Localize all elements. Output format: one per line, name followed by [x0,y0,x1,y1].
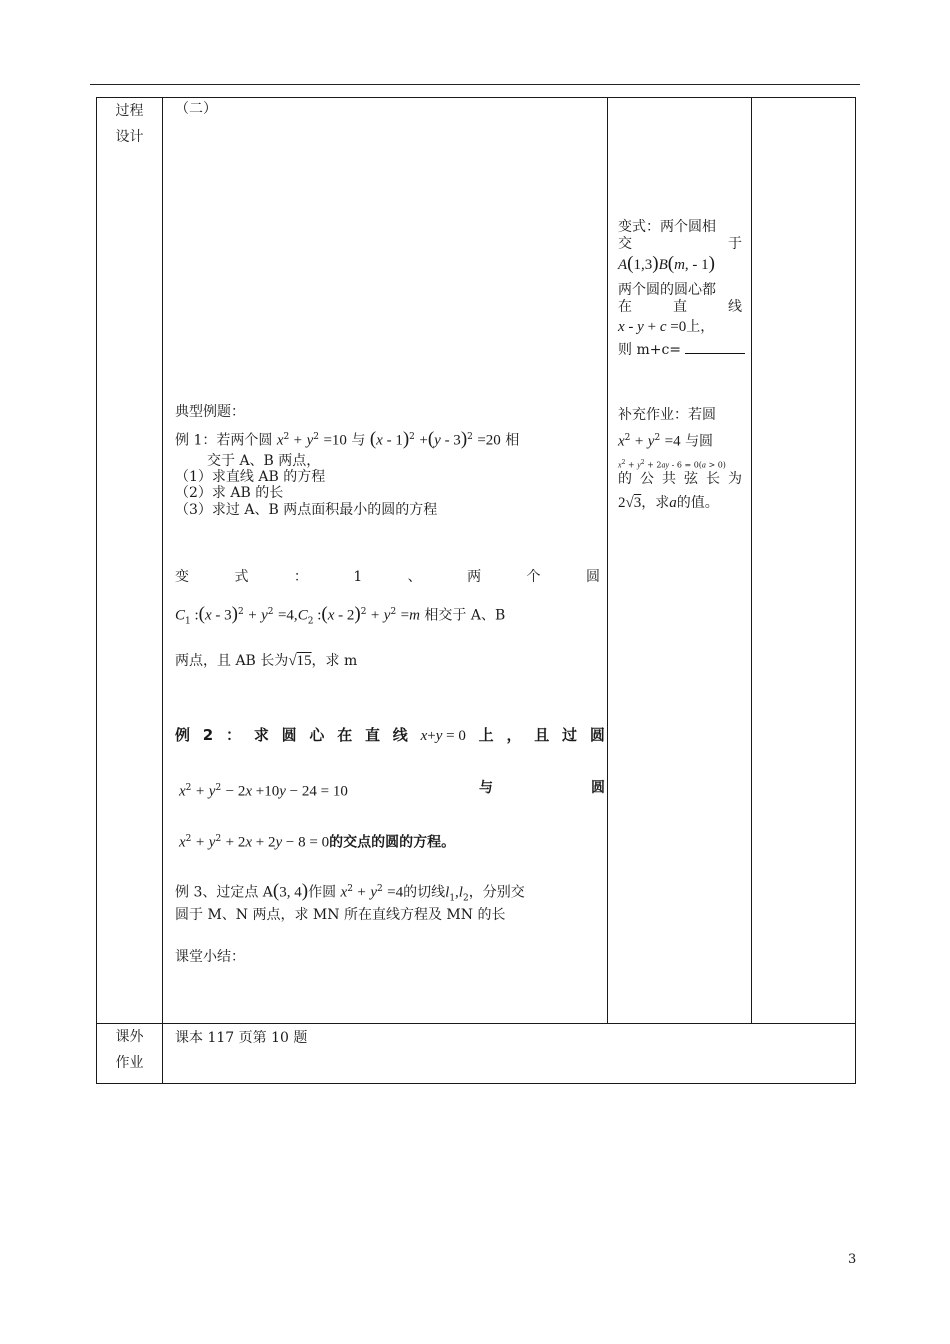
header-rule [90,84,860,85]
homework-text: 课本 117 页第 10 题 [175,1030,308,1046]
example-2-line-1: 例 2 ： 求 圆 心 在 直 线 x+y = 0 上 ， 且 过 圆 [175,726,605,744]
page-number: 3 [848,1252,857,1267]
side-notes-cell [608,98,752,1024]
side-variant-line-3: 两个圆的圆心都 [618,282,716,298]
lesson-plan-table [96,97,856,1084]
row-label-homework: 课外 作业 [97,1024,163,1084]
side-supplement-line-5: 2√3，求a的值。 [618,495,719,511]
side-variant-line-2: 交 于 [618,236,742,252]
example-2-line-2: $x^2 + y^2 - 2x +10y - 24 = 10$ 与 圆 [179,780,605,800]
side-supplement-line-4: 的 公 共 弦 长 为 [618,471,742,487]
side-supplement-line-2: $x^2 + y^2 =4$ 与圆 [618,433,714,450]
section-mark: （二） [175,101,217,117]
side-variant-points: A(1,3)B(m, - 1) [618,253,715,274]
example-1-q1: （1）求直线 AB 的方程 [175,469,326,485]
row-label-process: 过程 设计 [97,98,163,1024]
example-3-line-1: 例 3、过定点 A(3, 4)作圆 $x^2 + y^2 =4$的切线$l_1,l_2$，分别交 [175,880,525,904]
variant-1-line-2: $C_1$ :(x - $3)^2 + y^2 =4,C_2$ :(x - $2)^2 + y^2 =m$ 相交于 A、B [175,603,506,627]
class-summary: 课堂小结： [175,949,245,965]
blank-column-cell [752,98,856,1024]
example-2-line-3: $x^2 + y^2 + 2x + 2y - 8 = 0$的交点的圆的方程。 [179,834,456,851]
side-supplement-line-3: $x^2 + y^2 + 2ay - 6 = 0(a > 0)$ [618,459,726,470]
example-1-line-2: 交于 A、B 两点， [207,453,321,469]
example-1-q2: （2）求 AB 的长 [175,485,284,501]
variant-1-line-1: 变 式 ： 1 、 两 个 圆 [175,569,600,585]
side-variant-line-5: x - y + c =0上， [618,319,715,335]
homework-cell [163,1024,856,1084]
side-variant-line-6: 则 m+c= [618,341,745,360]
example-3-line-2: 圆于 M、N 两点，求 MN 所在直线方程及 MN 的长 [175,907,506,923]
example-1-q3: （3）求过 A、B 两点面积最小的圆的方程 [175,502,438,518]
side-supplement-heading: 补充作业：若圆 [618,407,716,423]
side-variant-line-1: 变式：两个圆相 [618,219,716,235]
variant-1-line-3: 两点，且 AB 长为√15，求 m [175,653,358,669]
side-variant-line-4: 在 直 线 [618,299,742,315]
example-1-line: 例 1：若两个圆 $x^2 + y^2 =10$ 与 (x - 1)$^2$ +(y - 3)$^2$ =20 相 [175,428,520,450]
main-content-cell [163,98,608,1024]
typical-heading: 典型例题： [175,404,245,420]
